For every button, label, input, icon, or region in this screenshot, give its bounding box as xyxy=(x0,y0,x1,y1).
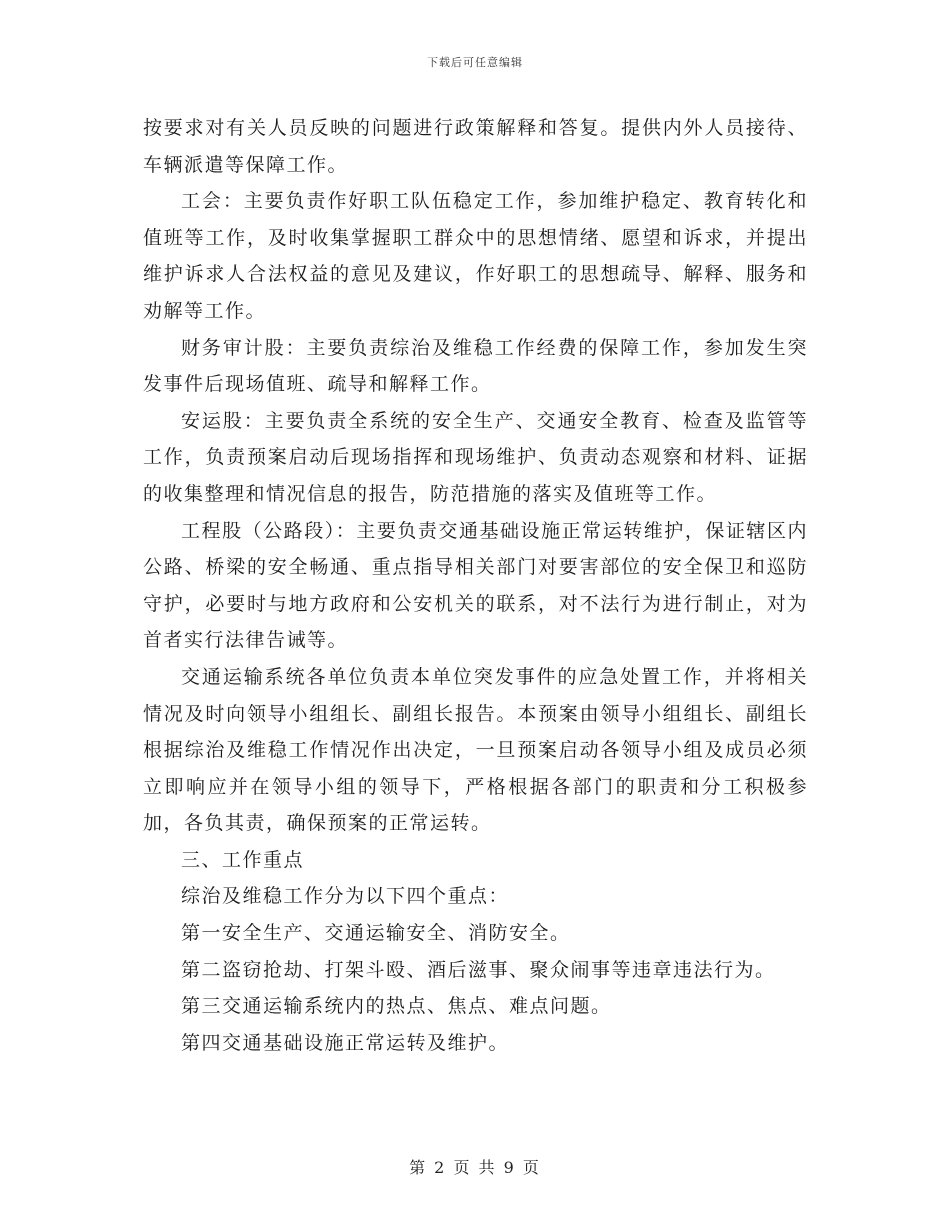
paragraph-units-responsibility: 交通运输系统各单位负责本单位突发事件的应急处置工作，并将相关情况及时向领导小组组长、副组长报告。本预案由领导小组组长、副组长根据综治及维稳工作情况作出决定，一旦预案启动各领导小组及成员必须立即响应并在领导小组的领导下，严格根据各部门的职责和分工积极参加，各负其责，确保预案的正常运转。 xyxy=(143,665,808,835)
list-item-focus-1: 第一安全生产、交通运输安全、消防安全。 xyxy=(181,922,571,945)
paragraph-safety-transport: 安运股：主要负责全系统的安全生产、交通安全教育、检查及监管等工作，负责预案启动后现场指挥和现场维护、负责动态观察和材料、证据的收集整理和情况信息的报告，防范措施的落实及值班等工作。 xyxy=(143,409,808,505)
paragraph-focus-intro: 综治及维稳工作分为以下四个重点： xyxy=(181,885,510,908)
paragraph-union: 工会：主要负责作好职工队伍稳定工作，参加维护稳定、教育转化和值班等工作，及时收集掌握职工群众中的思想情绪、愿望和诉求，并提出维护诉求人合法权益的意见及建议，作好职工的思想疏导、解释、服务和劝解等工作。 xyxy=(143,190,808,322)
paragraph-reception-duties: 按要求对有关人员反映的问题进行政策解释和答复。提供内外人员接待、车辆派遣等保障工作。 xyxy=(143,117,808,176)
list-item-focus-3: 第三交通运输系统内的热点、焦点、难点问题。 xyxy=(181,995,612,1018)
page-number: 第 2 页 共 9 页 xyxy=(409,1158,541,1177)
list-item-focus-4: 第四交通基础设施正常运转及维护。 xyxy=(181,1031,510,1054)
document-body xyxy=(143,110,808,1061)
paragraph-engineering: 工程股（公路段）：主要负责交通基础设施正常运转维护，保证辖区内公路、桥梁的安全畅通、重点指导相关部门对要害部位的安全保卫和巡防守护，必要时与地方政府和公安机关的联系，对不法行为进行制止，对为首者实行法律告诫等。 xyxy=(143,519,808,652)
paragraph-finance-audit: 财务审计股：主要负责综治及维稳工作经费的保障工作，参加发生突发事件后现场值班、疏导和解释工作。 xyxy=(143,336,808,396)
list-item-focus-2: 第二盗窃抢劫、打架斗殴、酒后滋事、聚众闹事等违章违法行为。 xyxy=(181,958,776,981)
page-header: 下载后可任意编辑 xyxy=(427,56,523,69)
section-heading-work-focus: 三、工作重点 xyxy=(181,848,305,871)
